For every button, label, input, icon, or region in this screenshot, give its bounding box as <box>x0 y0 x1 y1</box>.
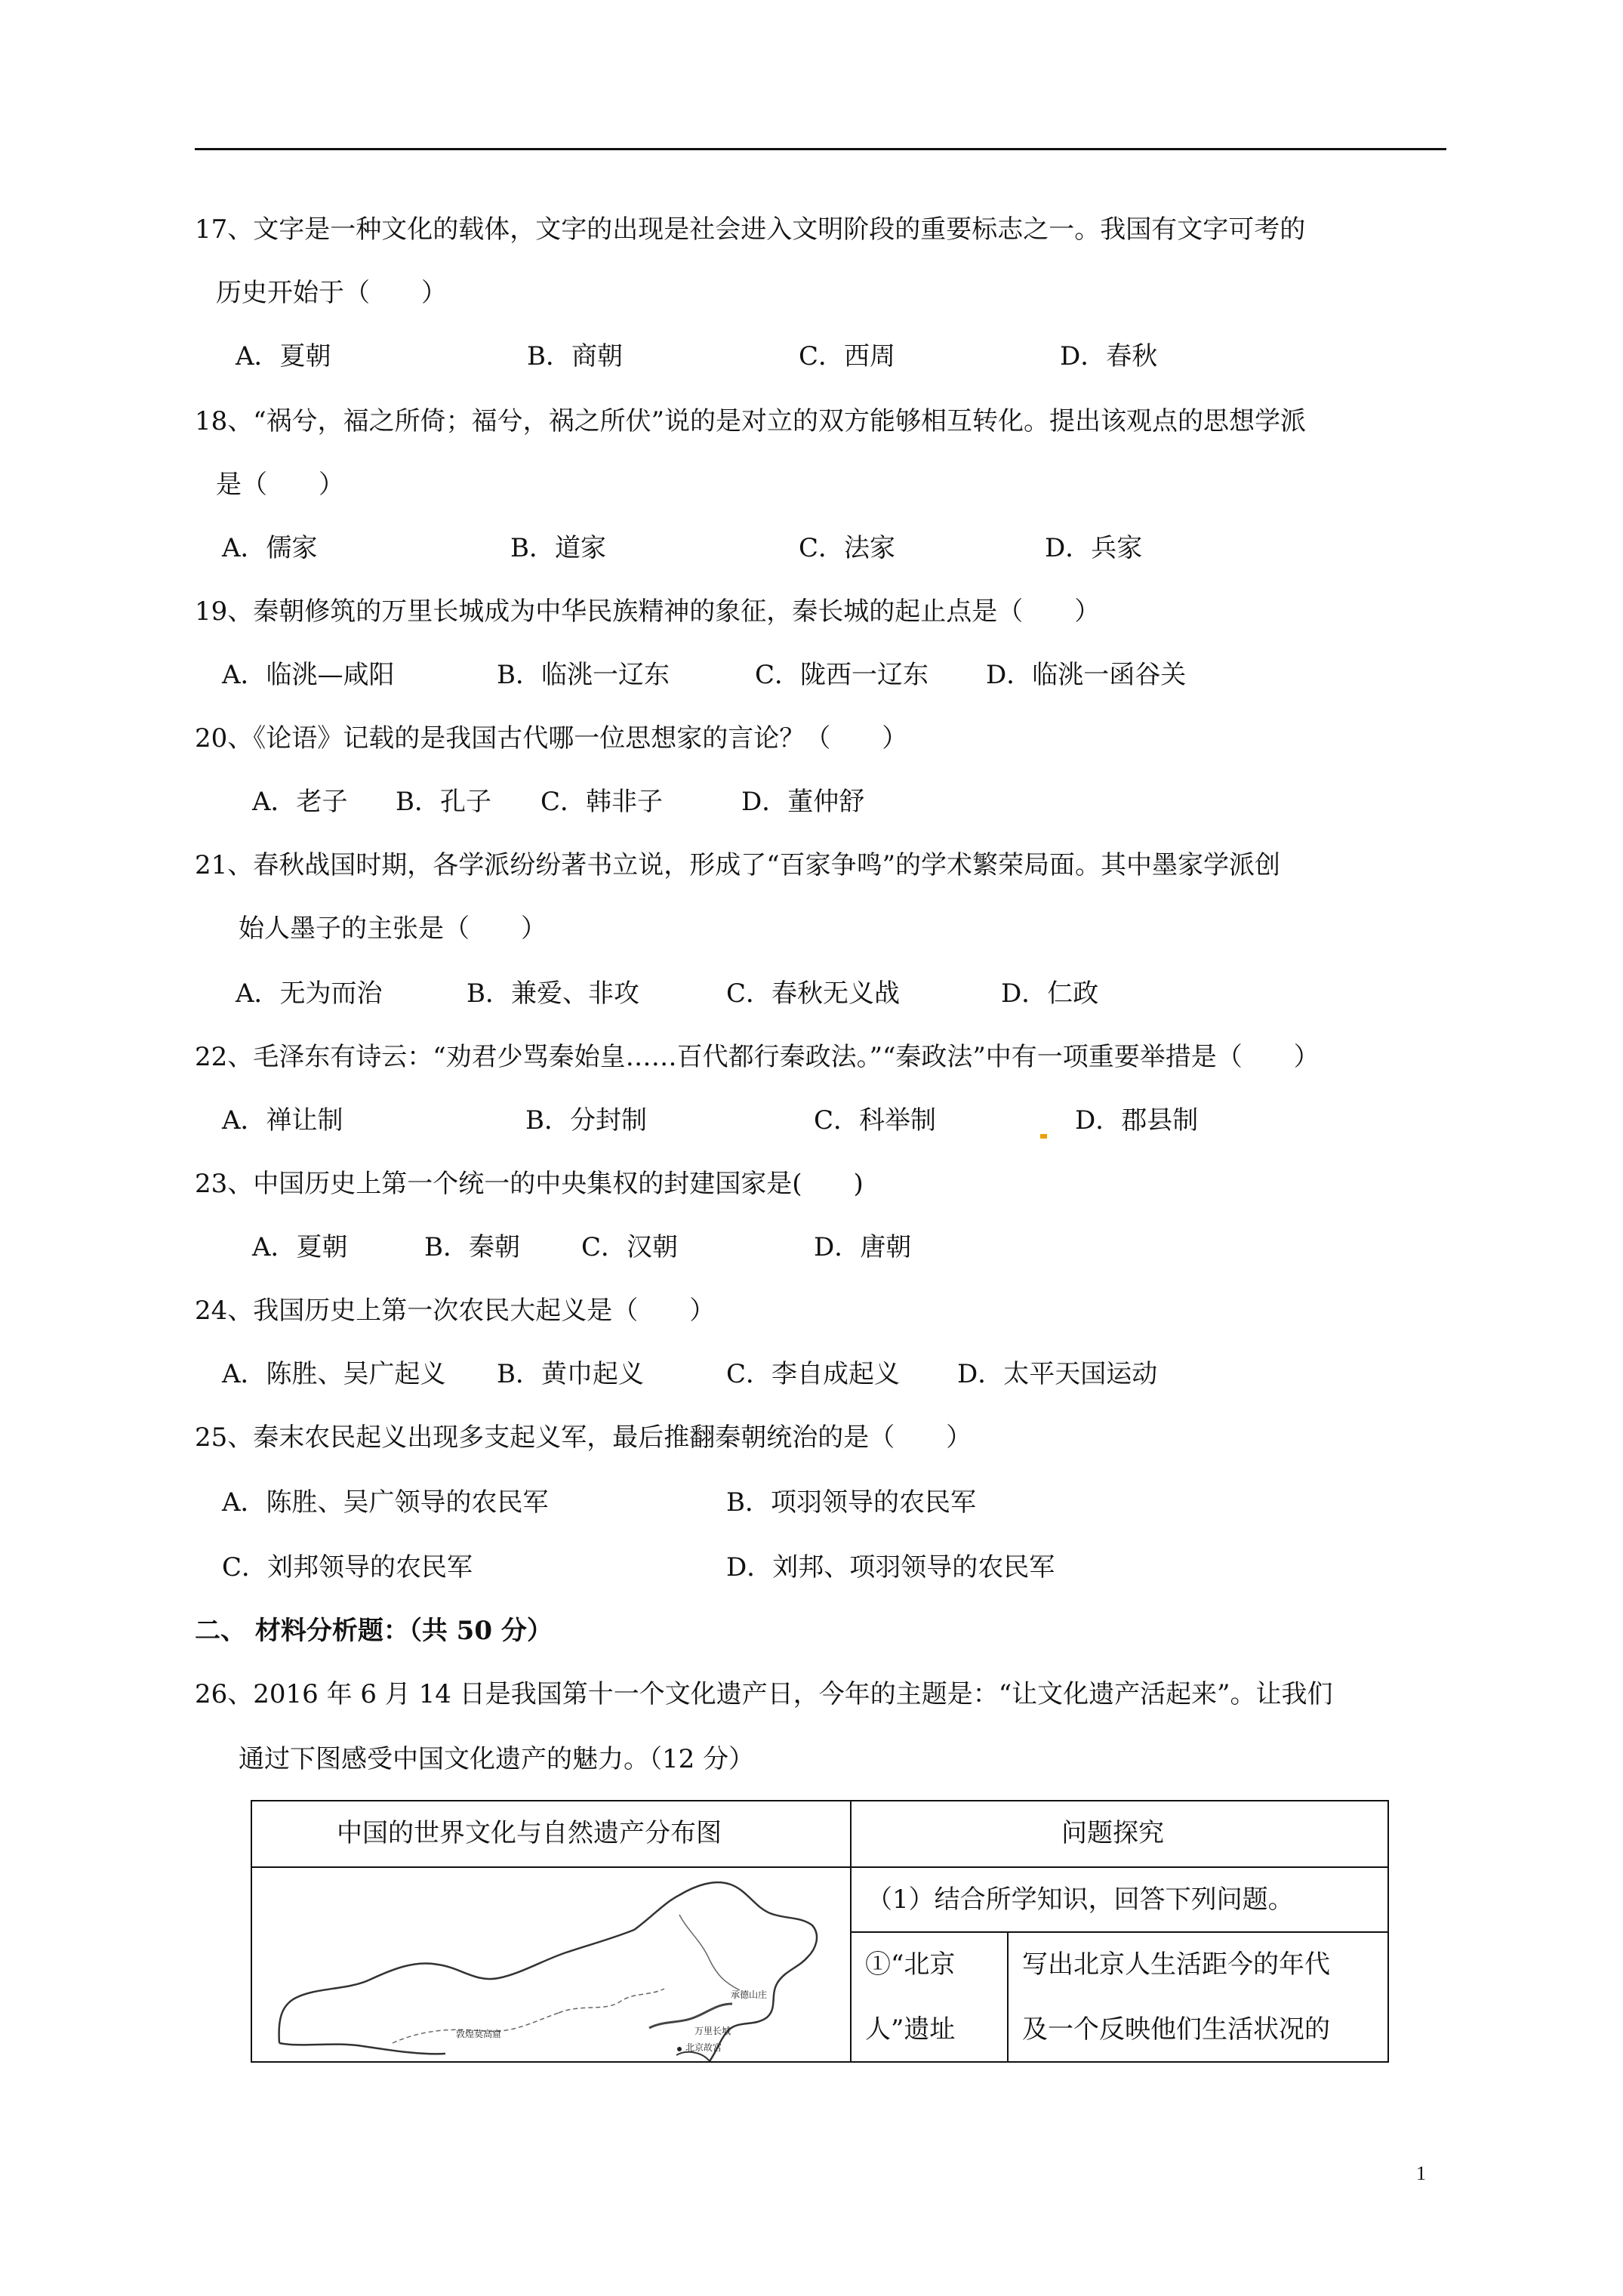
q18-option-d: D．兵家 <box>1045 533 1143 563</box>
q23-option-b: B．秦朝 <box>424 1232 520 1262</box>
table-header-divider <box>251 1866 1389 1868</box>
q19-option-c: C．陇西一辽东 <box>755 660 929 690</box>
q22-option-c: C．科举制 <box>814 1105 937 1136</box>
q24-option-d: D．太平天国运动 <box>957 1359 1158 1389</box>
map-label-dunhuang: 敦煌莫高窟 <box>456 2029 502 2039</box>
q19-option-a: A．临洮—咸阳 <box>222 660 395 690</box>
q25-option-d: D．刘邦、项羽领导的农民军 <box>726 1552 1055 1583</box>
map-border-outline <box>279 1882 817 2061</box>
q17-option-b: B．商朝 <box>527 341 623 371</box>
q17-stem-cont: 历史开始于（ ） <box>216 278 447 308</box>
q19-option-d: D．临洮一函谷关 <box>986 660 1187 690</box>
table-prompt: （1）结合所学知识，回答下列问题。 <box>867 1885 1294 1915</box>
table-item-divider <box>1007 1931 1009 2063</box>
map-label-great-wall: 万里长城 <box>694 2026 731 2036</box>
q20-option-b: B．孔子 <box>396 787 491 817</box>
q24-option-c: C．李自成起义 <box>726 1359 901 1389</box>
map-province-line-east <box>559 1989 664 2013</box>
q17-option-a: A．夏朝 <box>236 341 331 371</box>
table-item-label-line1: ①“北京 <box>865 1949 956 1980</box>
map-label-chengde: 承德山庄 <box>731 1989 768 2000</box>
table-prompt-divider <box>850 1931 1389 1933</box>
great-wall-line <box>649 2004 732 2028</box>
q24-stem: 24、我国历史上第一次农民大起义是（ ） <box>195 1296 716 1326</box>
map-river-line <box>679 1915 740 1990</box>
q20-option-a: A．老子 <box>252 787 348 817</box>
q20-option-d: D．董仲舒 <box>741 787 865 817</box>
table-item-text-line1: 写出北京人生活距今的年代 <box>1022 1949 1330 1980</box>
highlight-mark <box>1040 1134 1047 1139</box>
q21-stem: 21、春秋战国时期，各学派纷纷著书立说，形成了“百家争鸣”的学术繁荣局面。其中墨家学派创 <box>195 850 1281 880</box>
page-number: 1 <box>1416 2162 1426 2184</box>
q19-stem: 19、秦朝修筑的万里长城成为中华民族精神的象征，秦长城的起止点是（ ） <box>195 596 1101 627</box>
q17-option-c: C．西周 <box>799 341 896 371</box>
section-heading: 二、 材料分析题：（共 50 分） <box>195 1616 553 1646</box>
q19-option-b: B．临洮一辽东 <box>497 660 670 690</box>
q23-option-d: D．唐朝 <box>814 1232 912 1262</box>
q18-stem: 18、“祸兮，福之所倚；福兮，祸之所伏”说的是对立的双方能够相互转化。提出该观点的思想学派 <box>195 406 1307 436</box>
header-rule <box>195 148 1446 150</box>
q26-stem-cont: 通过下图感受中国文化遗产的魅力。（12 分） <box>239 1744 755 1774</box>
q22-option-a: A．禅让制 <box>222 1105 343 1136</box>
q25-stem: 25、秦末农民起义出现多支起义军，最后推翻秦朝统治的是（ ） <box>195 1422 972 1453</box>
q20-option-c: C．韩非子 <box>540 787 664 817</box>
table-header-questions: 问题探究 <box>1061 1818 1164 1848</box>
q24-option-a: A．陈胜、吴广起义 <box>222 1359 446 1389</box>
q25-option-a: A．陈胜、吴广领导的农民军 <box>222 1487 549 1518</box>
map-south-border <box>279 2043 445 2054</box>
q18-option-c: C．法家 <box>799 533 896 563</box>
q21-option-c: C．春秋无义战 <box>726 978 901 1009</box>
q17-stem: 17、文字是一种文化的载体，文字的出现是社会进入文明阶段的重要标志之一。我国有文字可考的 <box>195 214 1306 245</box>
q18-option-a: A．儒家 <box>222 533 318 563</box>
q25-option-c: C．刘邦领导的农民军 <box>222 1552 473 1583</box>
q21-option-b: B．兼爱、非攻 <box>467 978 639 1009</box>
q21-stem-cont: 始人墨子的主张是（ ） <box>239 914 547 944</box>
map-coast-line <box>676 2052 710 2061</box>
q17-option-d: D．春秋 <box>1060 341 1158 371</box>
map-label-forbidden-city: 北京故宫 <box>685 2042 722 2053</box>
china-heritage-map <box>257 1869 845 2061</box>
q25-option-b: B．项羽领导的农民军 <box>726 1487 976 1518</box>
table-header-map: 中国的世界文化与自然遗产分布图 <box>337 1818 722 1848</box>
beijing-marker <box>677 2047 682 2051</box>
q22-option-b: B．分封制 <box>525 1105 647 1136</box>
table-item-label-line2: 人”遗址 <box>865 2014 956 2045</box>
q21-option-a: A．无为而治 <box>236 978 383 1009</box>
q18-stem-cont: 是（ ） <box>216 470 344 500</box>
q21-option-d: D．仁政 <box>1001 978 1099 1009</box>
q18-option-b: B．道家 <box>510 533 606 563</box>
q26-stem: 26、2016 年 6 月 14 日是我国第十一个文化遗产日，今年的主题是：“让文化遗产活起来”。让我们 <box>195 1679 1333 1709</box>
q22-stem: 22、毛泽东有诗云：“劝君少骂秦始皇……百代都行秦政法。”“秦政法”中有一项重要举措是（ ） <box>195 1042 1320 1072</box>
q20-stem: 20、《论语》记载的是我国古代哪一位思想家的言论？（ ） <box>195 723 908 754</box>
q24-option-b: B．黄巾起义 <box>497 1359 644 1389</box>
table-item-text-line2: 及一个反映他们生活状况的 <box>1022 2014 1330 2045</box>
q23-option-c: C．汉朝 <box>581 1232 679 1262</box>
q23-stem: 23、中国历史上第一个统一的中央集权的封建国家是( ) <box>195 1169 864 1199</box>
q22-option-d: D．郡县制 <box>1075 1105 1199 1136</box>
q23-option-a: A．夏朝 <box>252 1232 348 1262</box>
